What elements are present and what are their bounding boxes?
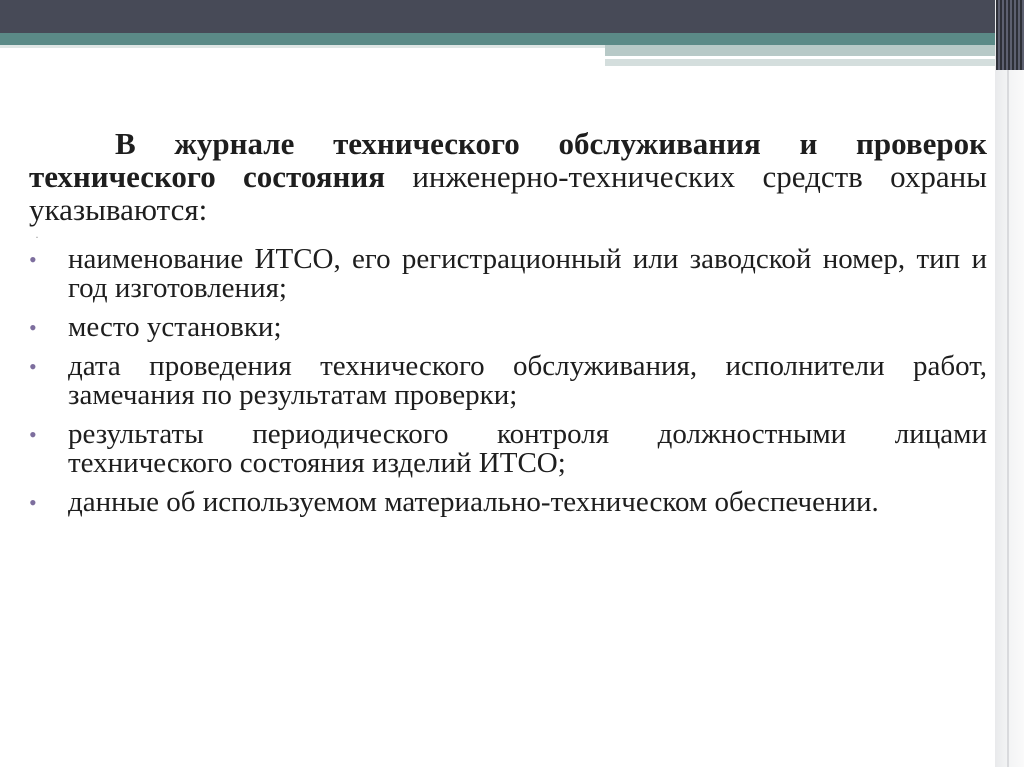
bullet-icon: • bbox=[29, 247, 37, 272]
right-edge-stripes bbox=[996, 0, 1024, 70]
list-item bbox=[29, 488, 987, 517]
list-item-text: дата проведения технического обслуживания, исполнители работ, замечания по результатам проверки; bbox=[68, 350, 987, 411]
list-item bbox=[29, 245, 987, 303]
list-item bbox=[29, 313, 987, 342]
list-item-text: результаты периодического контроля должностными лицами технического состояния изделий ИТСО; bbox=[68, 418, 987, 479]
list-item-text: наименование ИТСО, его регистрационный или заводской номер, тип и год изготовления; bbox=[68, 243, 987, 304]
right-edge-line bbox=[1007, 70, 1009, 767]
list-item bbox=[29, 352, 987, 410]
bullet-icon: • bbox=[29, 490, 37, 515]
list-item-text: данные об используемом материально-техническом обеспечении. bbox=[68, 486, 879, 518]
header-light-line bbox=[0, 45, 605, 48]
right-edge-shadow bbox=[995, 0, 1024, 767]
slide-content bbox=[29, 127, 987, 527]
intro-regular-text: инженерно-технических средств охраны указываются: bbox=[29, 159, 987, 227]
bullet-list bbox=[29, 245, 987, 517]
bullet-icon: • bbox=[29, 422, 37, 447]
list-item-text: место установки; bbox=[68, 311, 282, 343]
header-dark-bar bbox=[0, 0, 1024, 33]
intro-paragraph bbox=[29, 127, 987, 226]
list-item bbox=[29, 420, 987, 478]
header-accent-low-line bbox=[605, 59, 1005, 66]
header-accent-block bbox=[605, 45, 1005, 56]
bullet-icon: • bbox=[29, 354, 37, 379]
header-teal-bar bbox=[0, 33, 1024, 45]
bullet-icon: • bbox=[29, 315, 37, 340]
intro-bold-text: В журнале технического обслуживания и проверок технического состояния bbox=[29, 126, 987, 194]
small-dot-marker: · bbox=[35, 230, 39, 244]
